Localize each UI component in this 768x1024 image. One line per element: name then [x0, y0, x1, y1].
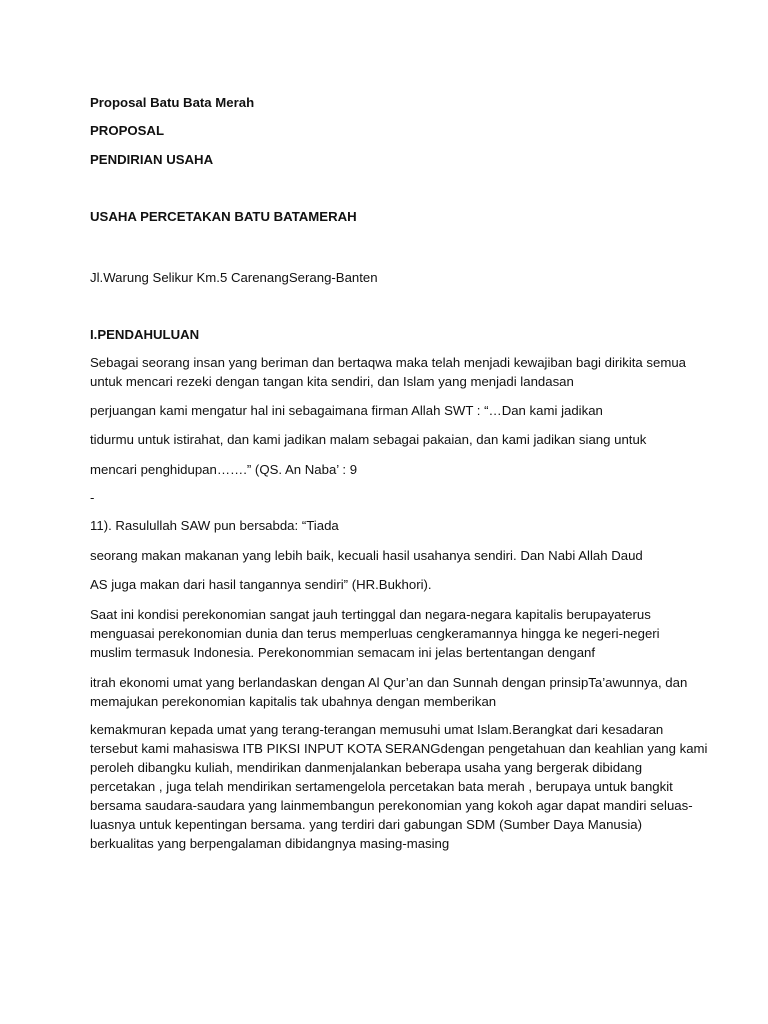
body-line: mencari penghidupan…….” (QS. An Naba’ : 9	[90, 462, 358, 477]
body-line: tersebut kami mahasiswa ITB PIKSI INPUT KOTA SERANGdengan pengetahuan dan keahlian yang kami	[90, 741, 708, 756]
section-heading-pendahuluan: I.PENDAHULUAN	[90, 327, 200, 342]
heading-proposal: PROPOSAL	[90, 123, 165, 138]
body-line: percetakan , juga telah mendirikan sertamengelola percetakan bata merah , berupaya untuk bangkit	[90, 779, 673, 794]
heading-usaha-percetakan: USAHA PERCETAKAN BATU BATAMERAH	[90, 209, 357, 224]
body-line: luasnya untuk kepentingan bersama. yang terdiri dari gabungan SDM (Sumber Daya Manusia)	[90, 817, 642, 832]
body-line: menguasai perekonomian dunia dan terus memperluas cengkeramannya hingga ke negeri-negeri	[90, 626, 660, 641]
body-line: itrah ekonomi umat yang berlandaskan dengan Al Qur’an dan Sunnah dengan prinsipTa’awunnya, dan	[90, 675, 688, 690]
body-line: seorang makan makanan yang lebih baik, kecuali hasil usahanya sendiri. Dan Nabi Allah Daud	[90, 548, 643, 563]
body-line: untuk mencari rezeki dengan tangan kita sendiri, dan Islam yang menjadi landasan	[90, 374, 574, 389]
body-line: perjuangan kami mengatur hal ini sebagaimana firman Allah SWT : “…Dan kami jadikan	[90, 403, 603, 418]
body-line: kemakmuran kepada umat yang terang-terangan memusuhi umat Islam.Berangkat dari kesadaran	[90, 722, 664, 737]
address-line: Jl.Warung Selikur Km.5 CarenangSerang-Banten	[90, 270, 378, 285]
document-title: Proposal Batu Bata Merah	[90, 95, 255, 110]
body-line: berkualitas yang berpengalaman dibidangnya masing-masing	[90, 836, 450, 851]
body-line: Saat ini kondisi perekonomian sangat jauh tertinggal dan negara-negara kapitalis berupayaterus	[90, 607, 651, 622]
body-line: memajukan perekonomian kapitalis tak ubahnya dengan memberikan	[90, 694, 497, 709]
body-line: -	[90, 490, 95, 505]
body-line: peroleh dibangku kuliah, mendirikan danmenjalankan beberapa usaha yang bergerak dibidang	[90, 760, 643, 775]
heading-pendirian-usaha: PENDIRIAN USAHA	[90, 152, 214, 167]
body-line: tidurmu untuk istirahat, dan kami jadikan malam sebagai pakaian, dan kami jadikan siang untuk	[90, 432, 647, 447]
body-line: Sebagai seorang insan yang beriman dan bertaqwa maka telah menjadi kewajiban bagi dirikita semua	[90, 355, 687, 370]
body-line: bersama saudara-saudara yang lainmembangun perekonomian yang kokoh agar dapat mandiri seluas-	[90, 798, 693, 813]
body-line: 11). Rasulullah SAW pun bersabda: “Tiada	[90, 518, 339, 533]
body-line: muslim termasuk Indonesia. Perekonommian semacam ini jelas bertentangan denganf	[90, 645, 596, 660]
body-line: AS juga makan dari hasil tangannya sendiri” (HR.Bukhori).	[90, 577, 432, 592]
